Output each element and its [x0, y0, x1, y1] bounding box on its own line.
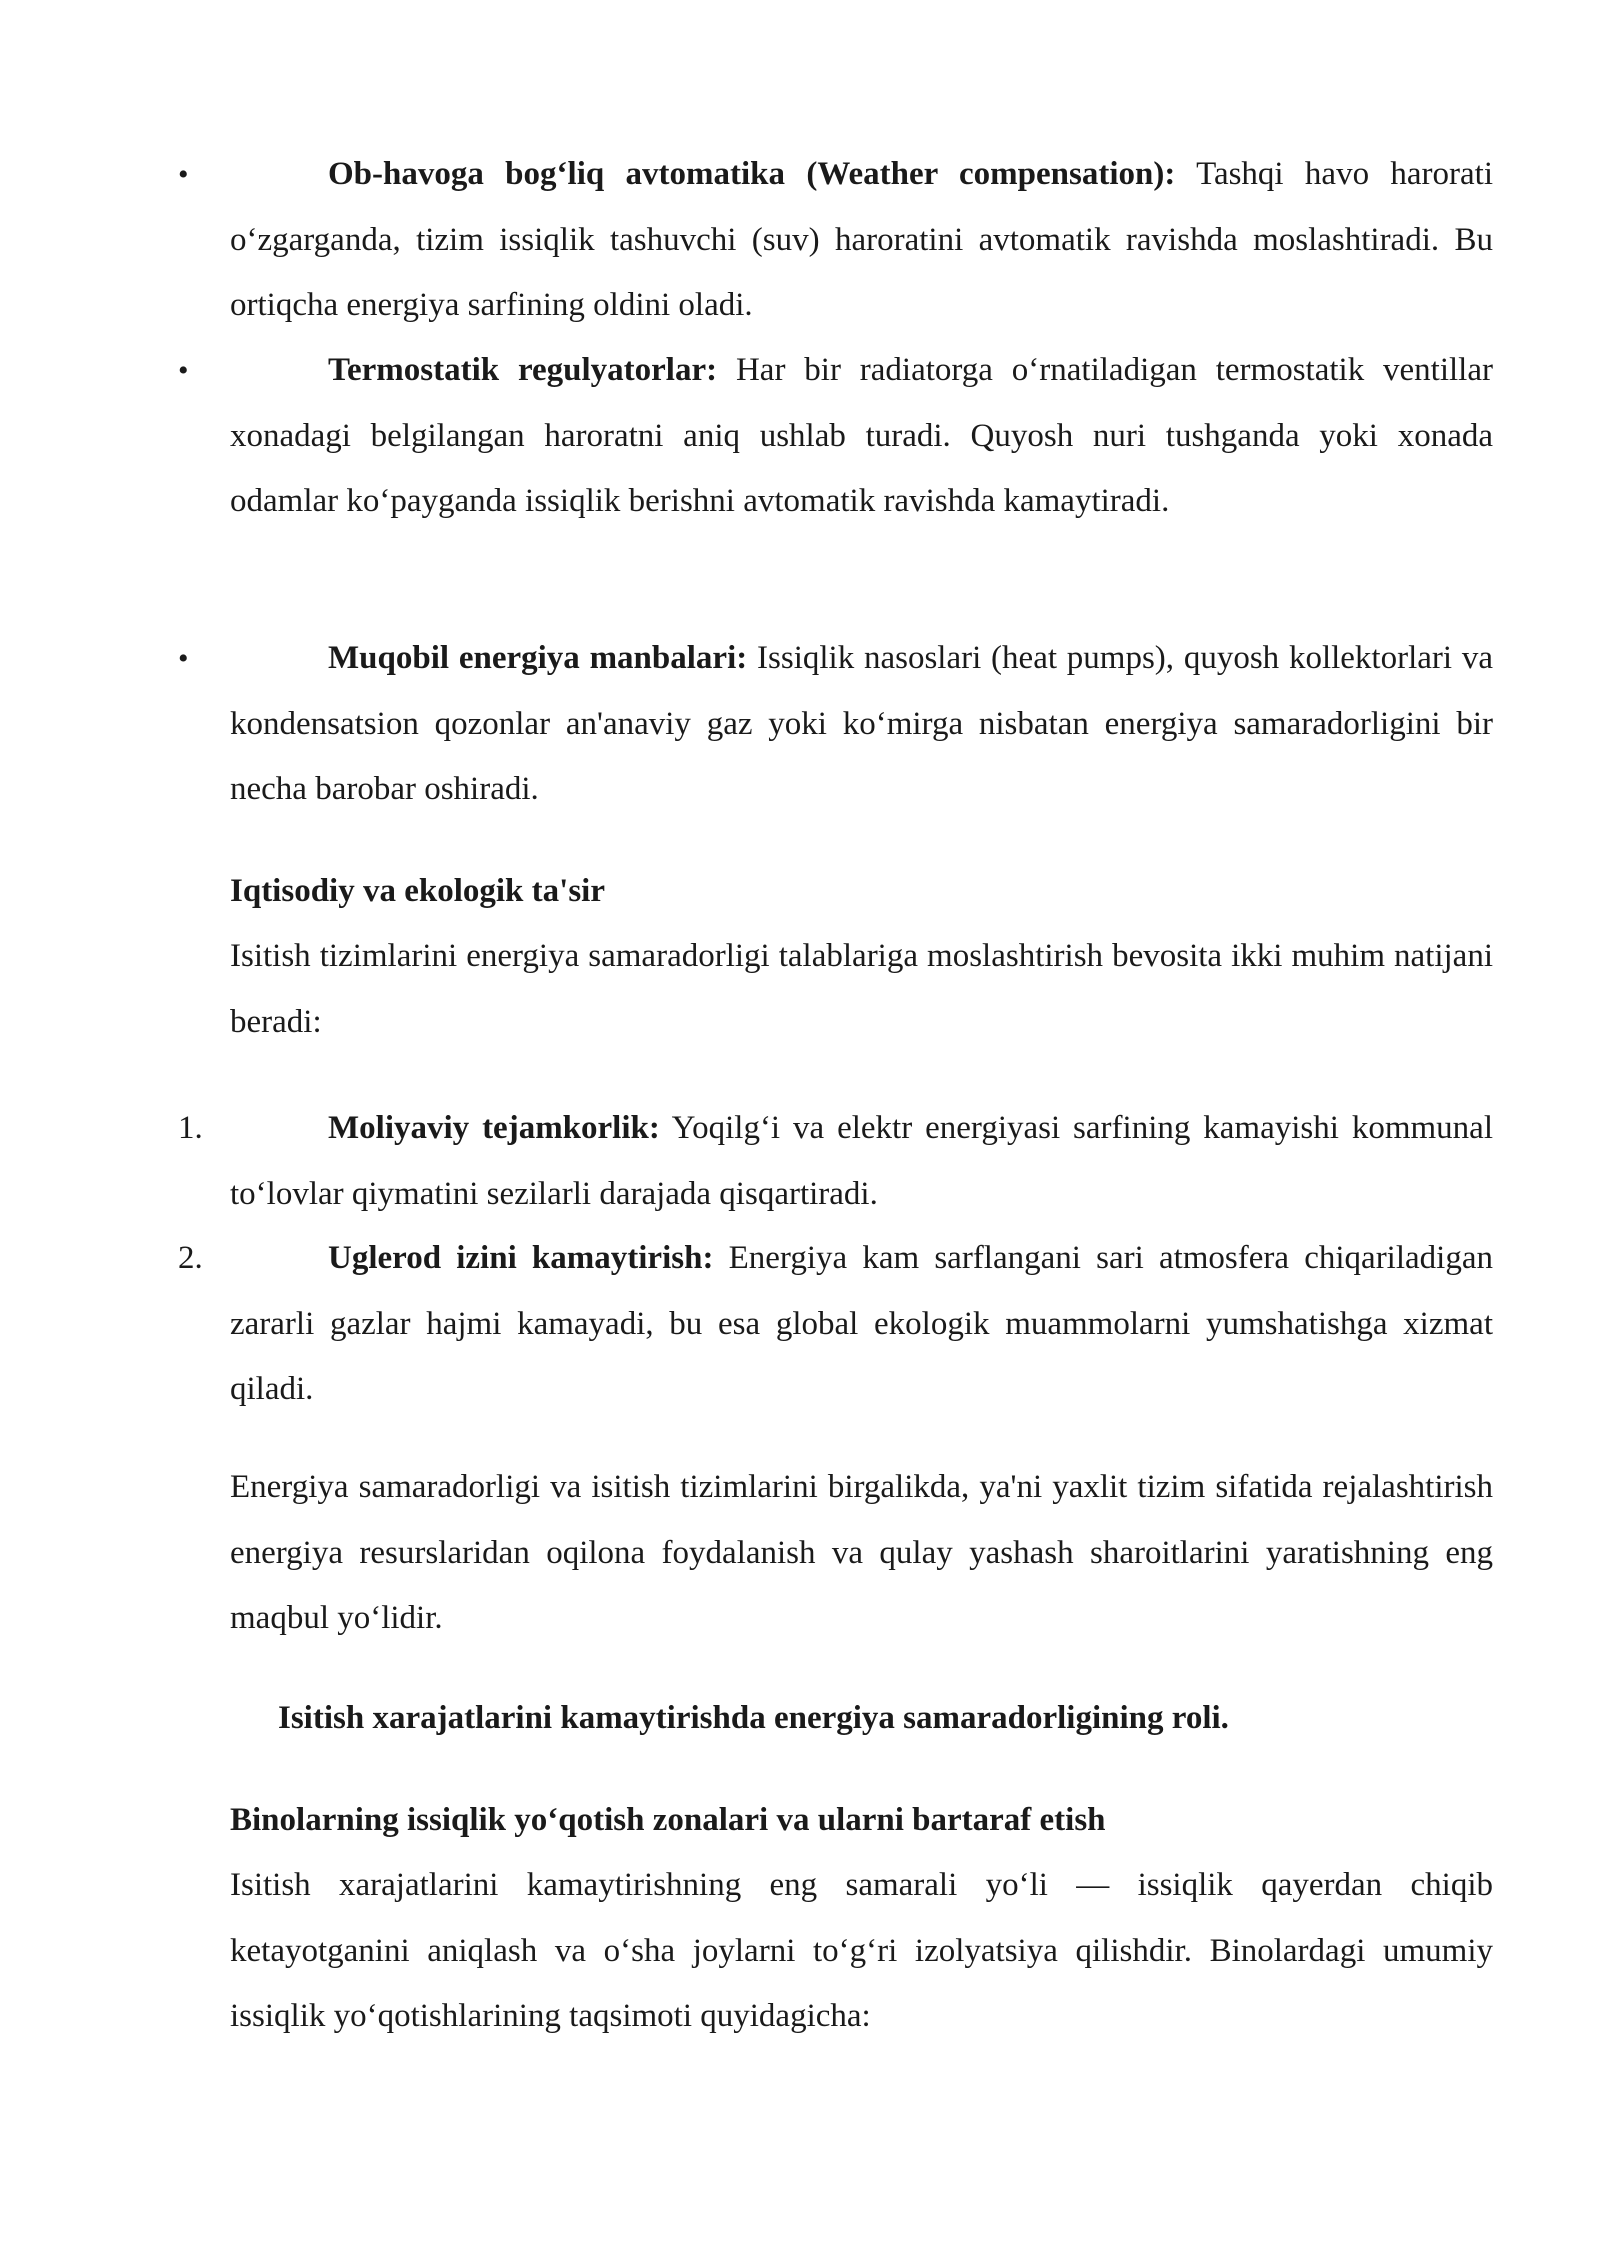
section-intro: Isitish xarajatlarini kamaytirishning eng samarali yo‘li — issiqlik qayerdan chiqib ketayotganini aniqlash va o‘sha joylarni to‘g‘ri izolyatsiya qilishdir. Binolardagi umumiy issiqlik yo‘qotishlarining taqsimoti quyidagicha: — [230, 1867, 1493, 2034]
conclusion-paragraph: Energiya samaradorligi va isitish tizimlarini birgalikda, ya'ni yaxlit tizim sifatida rejalashtirish energiya resurslaridan oqilona foydalanish va qulay yashash sharoitlarini yaratishning eng maqbul yo‘lidir. — [230, 1469, 1493, 1636]
chapter-title: Isitish xarajatlarini kamaytirishda energiya samaradorligining roli. — [278, 1700, 1229, 1736]
list-item — [178, 142, 1494, 339]
bullet-marker: • — [178, 642, 189, 675]
numbered-item — [178, 1226, 1493, 1423]
list-item-term: Moliyaviy tejamkorlik: — [328, 1110, 660, 1146]
list-item-text: Yoqilg‘i va elektr energiyasi sarfining kamayishi kommunal to‘lovlar qiymatini sezilarli darajada qisqartiradi. — [230, 1110, 1493, 1212]
section-heading: Binolarning issiqlik yo‘qotish zonalari va ularni bartaraf etish — [230, 1802, 1106, 1838]
list-item-term: Termostatik regulyatorlar: — [328, 352, 718, 388]
list-item-text: Issiqlik nasoslari (heat pumps), quyosh kollektorlari va kondensatsion qozonlar an'anaviy gaz yoki ko‘mirga nisbatan energiya samaradorligini bir necha barobar oshiradi. — [230, 640, 1493, 807]
list-item-text: Tashqi havo harorati o‘zgarganda, tizim issiqlik tashuvchi (suv) haroratini avtomatik ravishda moslashtiradi. Bu ortiqcha energiya sarfining oldini oladi. — [230, 156, 1494, 323]
list-item — [178, 626, 1493, 823]
number-marker: 1. — [178, 1110, 203, 1146]
number-marker: 2. — [178, 1240, 203, 1276]
list-item — [178, 338, 1493, 535]
list-item-term: Muqobil energiya manbalari: — [328, 640, 748, 676]
bullet-marker: • — [178, 158, 189, 191]
list-item-term: Uglerod izini kamaytirish: — [328, 1240, 714, 1276]
numbered-item — [178, 1096, 1493, 1227]
list-item-term: Ob-havoga bog‘liq avtomatika (Weather compensation): — [328, 156, 1176, 192]
list-item-text: Har bir radiatorga o‘rnatiladigan termostatik ventillar xonadagi belgilangan haroratni aniq ushlab turadi. Quyosh nuri tushganda yoki xonada odamlar ko‘payganda issiqlik berishni avtomatik ravishda kamaytiradi. — [230, 352, 1493, 519]
section-intro: Isitish tizimlarini energiya samaradorligi talablariga moslashtirish bevosita ikki muhim natijani beradi: — [230, 938, 1493, 1040]
list-item-text: Energiya kam sarflangani sari atmosfera chiqariladigan zararli gazlar hajmi kamayadi, bu esa global ekologik muammolarni yumshatishga xizmat qiladi. — [230, 1240, 1493, 1407]
section-heading: Iqtisodiy va ekologik ta'sir — [230, 873, 605, 909]
bullet-marker: • — [178, 354, 189, 387]
